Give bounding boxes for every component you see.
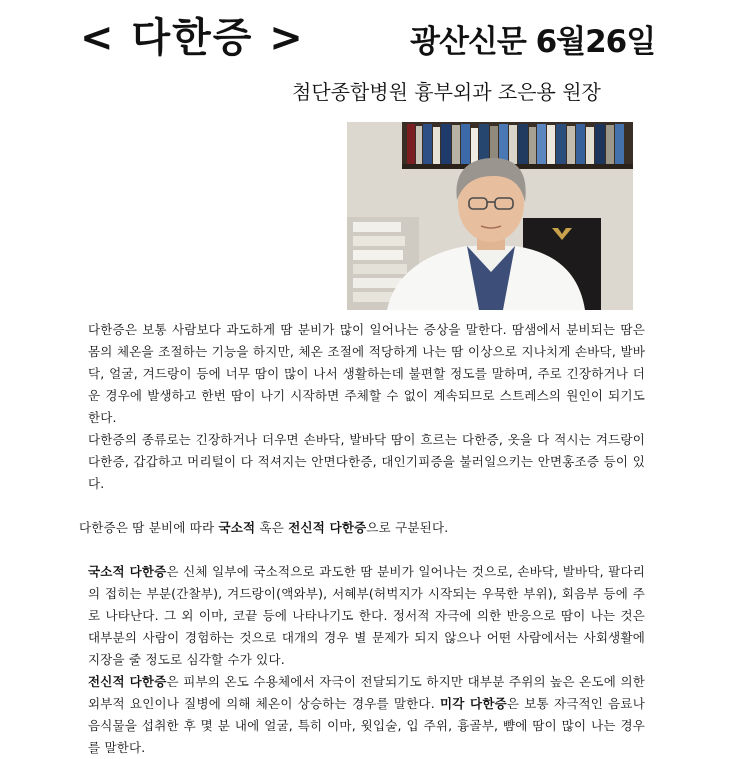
- article-title: < 다한증 >: [80, 15, 305, 61]
- paragraph-types: 다한증의 종류로는 긴장하거나 더우면 손바닥, 발바닥 땀이 흐르는 다한증, 옷을 다 적시는 겨드랑이 다한증, 갑갑하고 머리털이 다 적셔지는 안면다한증, 대인기피증을 불러일으키는 안면홍조증 등이 있다.: [88, 432, 645, 491]
- paragraph-local-hyperhidrosis: 국소적 다한증은 신체 일부에 국소적으로 과도한 땀 분비가 일어나는 것으로, 손바닥, 발바닥, 팔다리의 접히는 부분(간찰부), 겨드랑이(액와부), 서혜부(허벅지가 시작되는 우묵한 부위), 회음부 등에 주로 나타난다. 그 외 이마, 코끝 등에 나타나기도 한다. 정서적 자극에 의한 반응으로 땀이 나는 것은 대부분의 사람이 경험하는 것으로 대개의 경우 별 문제가 되지 않으나 어떤 사람에서는 사회생활에 지장을 줄 정도로 심각할 수가 있다.: [88, 564, 646, 667]
- doctor-portrait-icon: [347, 122, 633, 310]
- bold-term-gustatory-hyperhidrosis: 미각 다한증: [440, 696, 507, 711]
- bold-term-systemic-hyperhidrosis: 전신적 다한증: [88, 674, 167, 689]
- bold-term-local: 국소적: [218, 520, 256, 535]
- paragraph-definition: 다한증은 보통 사람보다 과도하게 땀 분비가 많이 일어나는 증상을 말한다. 땀샘에서 분비되는 땀은 몸의 체온을 조절하는 기능을 하지만, 체온 조절에 적당하게 나는 땀 이상으로 지나치게 손바닥, 발바닥, 얼굴, 겨드랑이 등에 너무 땀이 많이 나서 생활하는데 불편할 정도를 말하며, 주로 긴장하거나 더운 경우에 발생하고 한번 땀이 나기 시작하면 주체할 수 없이 계속되므로 스트레스의 원인이 되기도 한다.: [88, 322, 645, 425]
- paragraph-systemic-hyperhidrosis: 전신적 다한증은 피부의 온도 수용체에서 자극이 전달되기도 하지만 대부분 주위의 높은 온도에 의한 외부적 요인이나 질병에 의해 체온이 상승하는 경우를 말한다. 미각 다한증은 보통 자극적인 음료나 음식물을 섭취한 후 몇 분 내에 얼굴, 특히 이마, 윗입술, 입 주위, 흉골부, 뺨에 땀이 많이 나는 경우를 말한다.: [88, 674, 645, 755]
- author-byline: 첨단종합병원 흉부외과 조은용 원장: [292, 80, 601, 104]
- newspaper-source-date: 광산신문 6월26일: [410, 24, 656, 60]
- paragraph-classification: 다한증은 땀 분비에 따라 국소적 혹은 전신적 다한증으로 구분된다.: [79, 520, 449, 535]
- bold-term-systemic: 전신적 다한증: [288, 520, 367, 535]
- article-body: [79, 319, 645, 759]
- bold-term-local-hyperhidrosis: 국소적 다한증: [88, 564, 167, 579]
- doctor-photo: [347, 122, 633, 310]
